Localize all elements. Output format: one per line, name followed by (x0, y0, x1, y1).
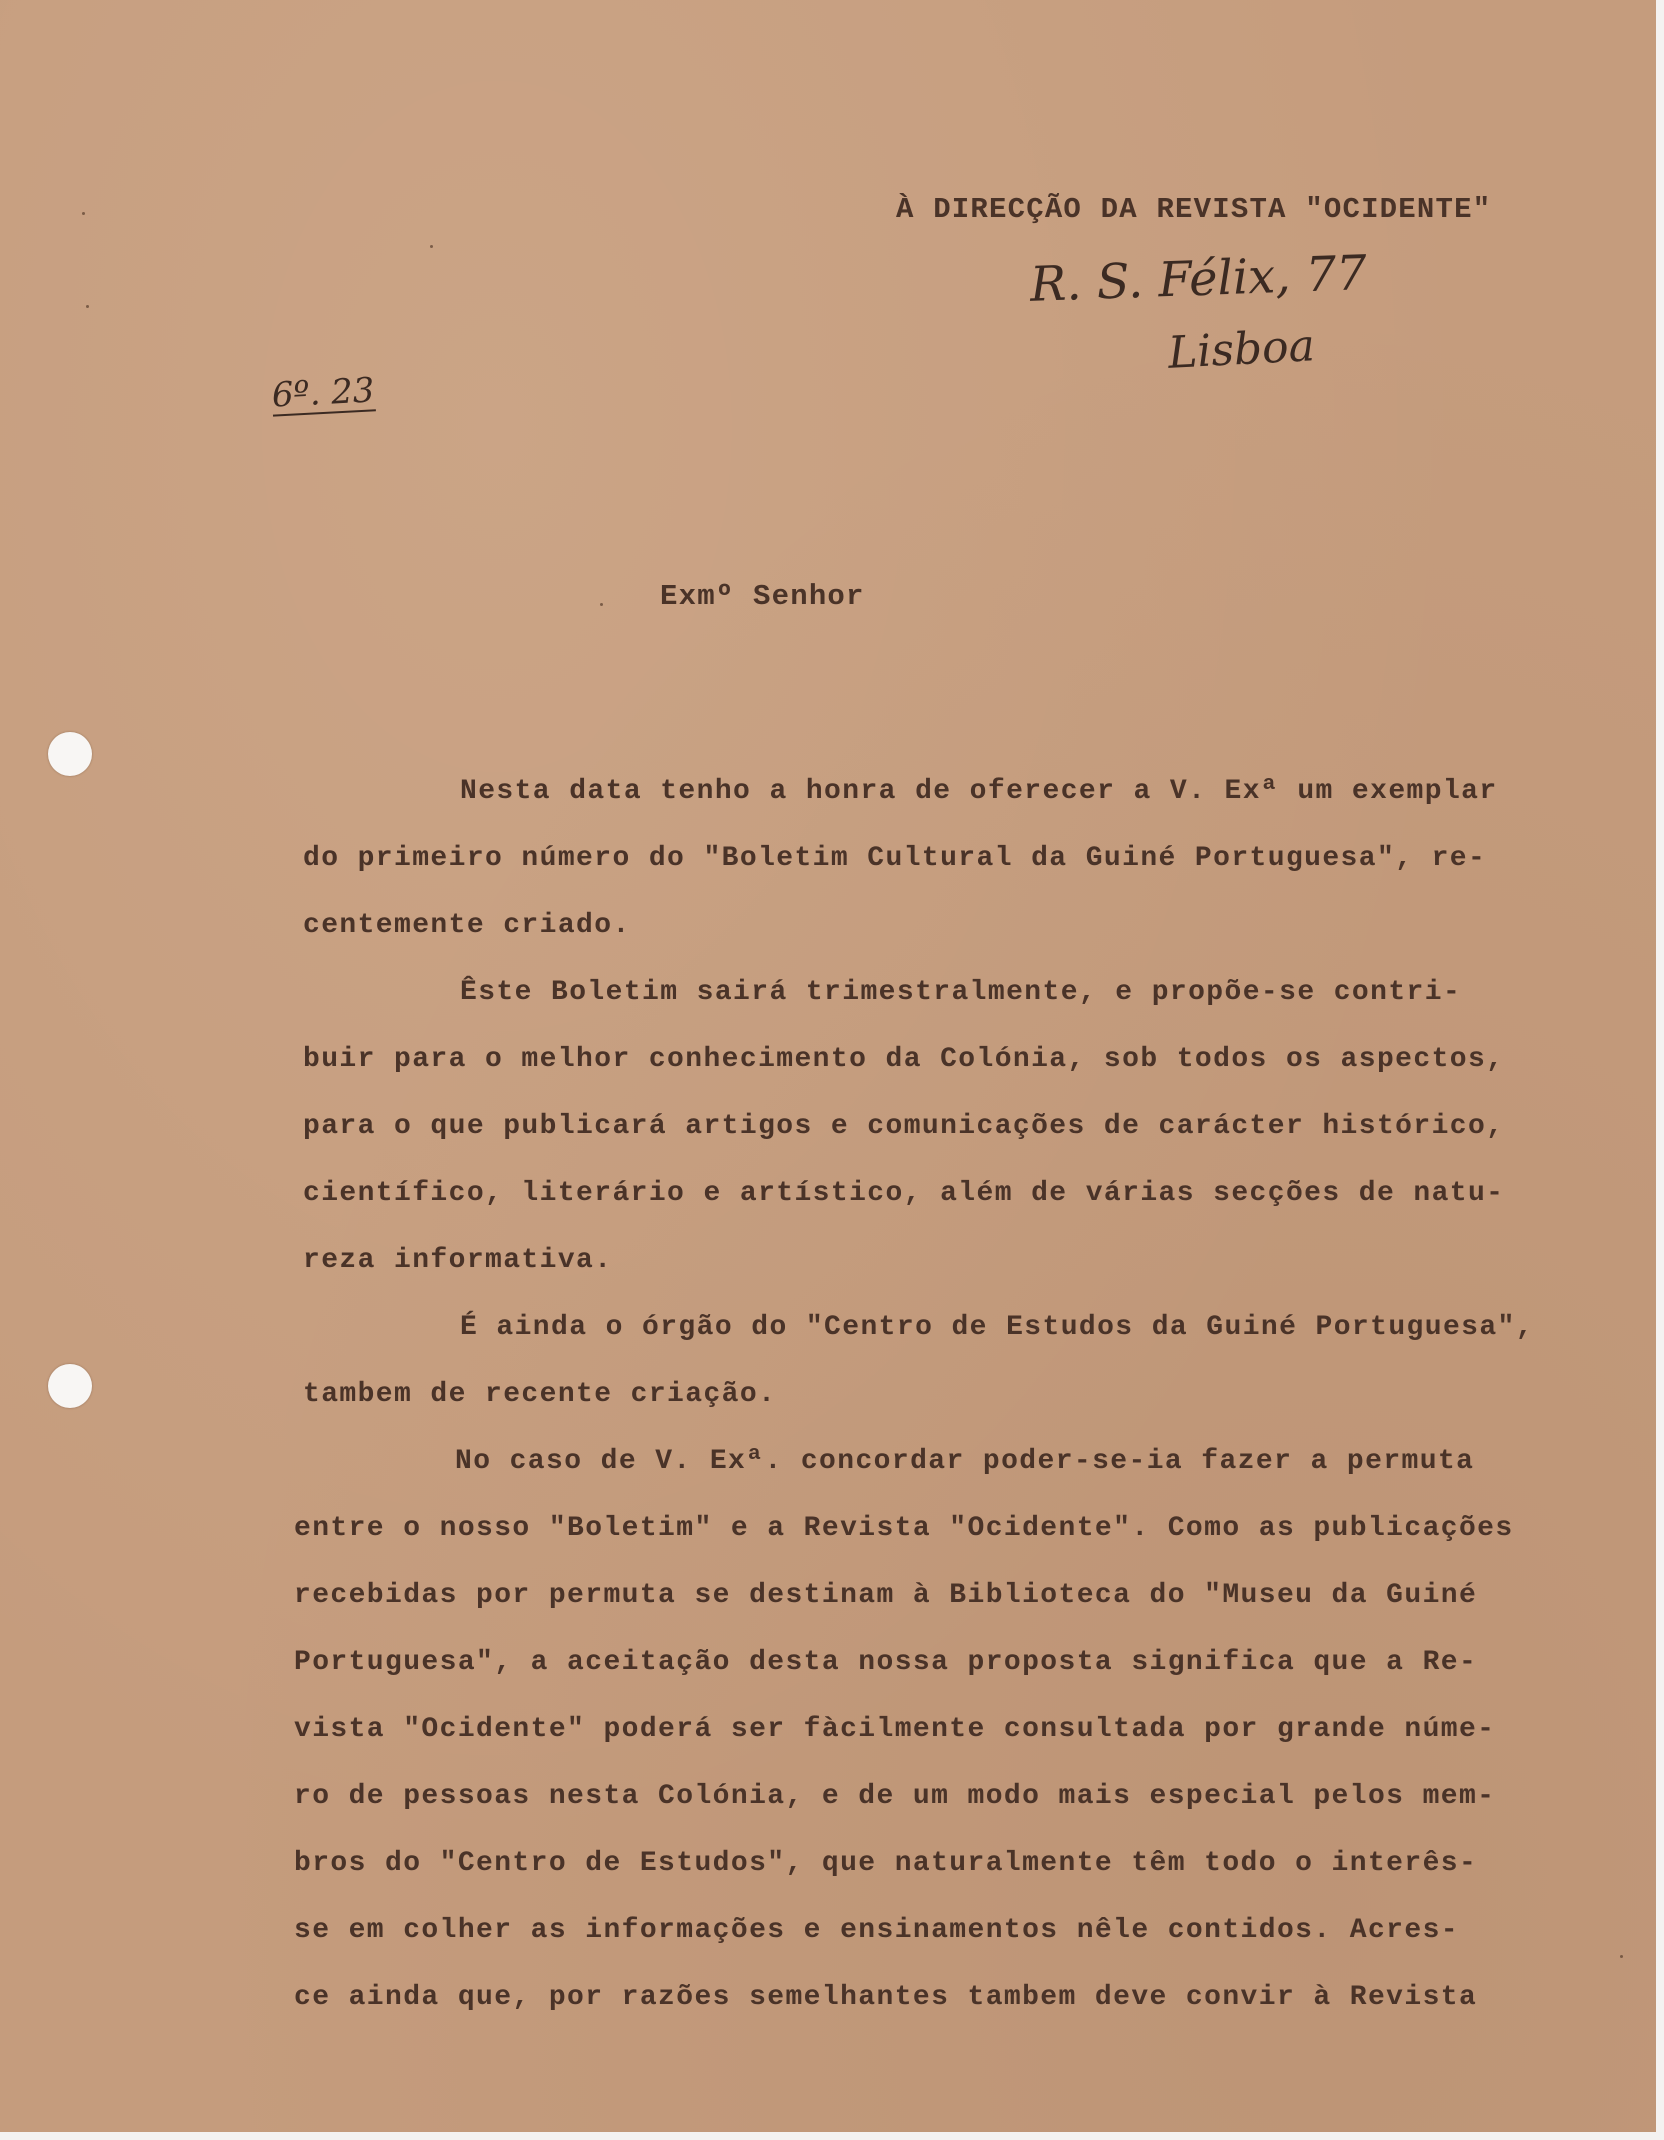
body-line: tambem de recente criação. (303, 1379, 777, 1410)
body-line: É ainda o órgão do "Centro de Estudos da Guiné Portuguesa", (460, 1312, 1534, 1343)
body-line: reza informativa. (303, 1245, 613, 1276)
body-line: Nesta data tenho a honra de oferecer a V. Exª um exemplar (460, 776, 1498, 807)
body-line: centemente criado. (303, 910, 631, 941)
body-line: vista "Ocidente" poderá ser fàcilmente consultada por grande núme- (294, 1714, 1496, 1745)
handwritten-street-address: R. S. Félix, 77 (1029, 245, 1368, 313)
paper-speck (600, 603, 603, 606)
body-line: do primeiro número do "Boletim Cultural da Guiné Portuguesa", re- (303, 843, 1487, 874)
punch-hole-bottom (48, 1364, 92, 1408)
paper-speck (1620, 1955, 1623, 1958)
body-line: ro de pessoas nesta Colónia, e de um modo mais especial pelos mem- (294, 1781, 1496, 1812)
handwritten-reference-number: 6º. 23 (270, 370, 376, 416)
paper-speck (82, 212, 85, 215)
body-line: bros do "Centro de Estudos", que naturalmente têm todo o interês- (294, 1848, 1478, 1879)
body-line: entre o nosso "Boletim" e a Revista "Ocidente". Como as publicações (294, 1513, 1514, 1544)
body-line: buir para o melhor conhecimento da Colónia, sob todos os aspectos, (303, 1044, 1505, 1075)
body-line: Portuguesa", a aceitação desta nossa proposta significa que a Re- (294, 1647, 1478, 1678)
addressee-line: À DIRECÇÃO DA REVISTA "OCIDENTE" (896, 193, 1492, 226)
body-line: se em colher as informações e ensinamentos nêle contidos. Acres- (294, 1915, 1459, 1946)
scan-edge-bottom (0, 2132, 1664, 2140)
punch-hole-top (48, 732, 92, 776)
paper-speck (86, 305, 89, 308)
body-line: para o que publicará artigos e comunicações de carácter histórico, (303, 1111, 1505, 1142)
scan-edge-right (1656, 0, 1664, 2140)
handwritten-city: Lisboa (1166, 320, 1316, 379)
body-line: recebidas por permuta se destinam à Biblioteca do "Museu da Guiné (294, 1580, 1478, 1611)
body-line: científico, literário e artístico, além de várias secções de natu- (303, 1178, 1505, 1209)
body-line: No caso de V. Exª. concordar poder-se-ia fazer a permuta (455, 1446, 1475, 1477)
salutation: Exmº Senhor (660, 580, 865, 613)
body-line: Êste Boletim sairá trimestralmente, e propõe-se contri- (460, 977, 1462, 1008)
body-line: ce ainda que, por razões semelhantes tambem deve convir à Revista (294, 1982, 1478, 2013)
paper-speck (430, 245, 433, 248)
